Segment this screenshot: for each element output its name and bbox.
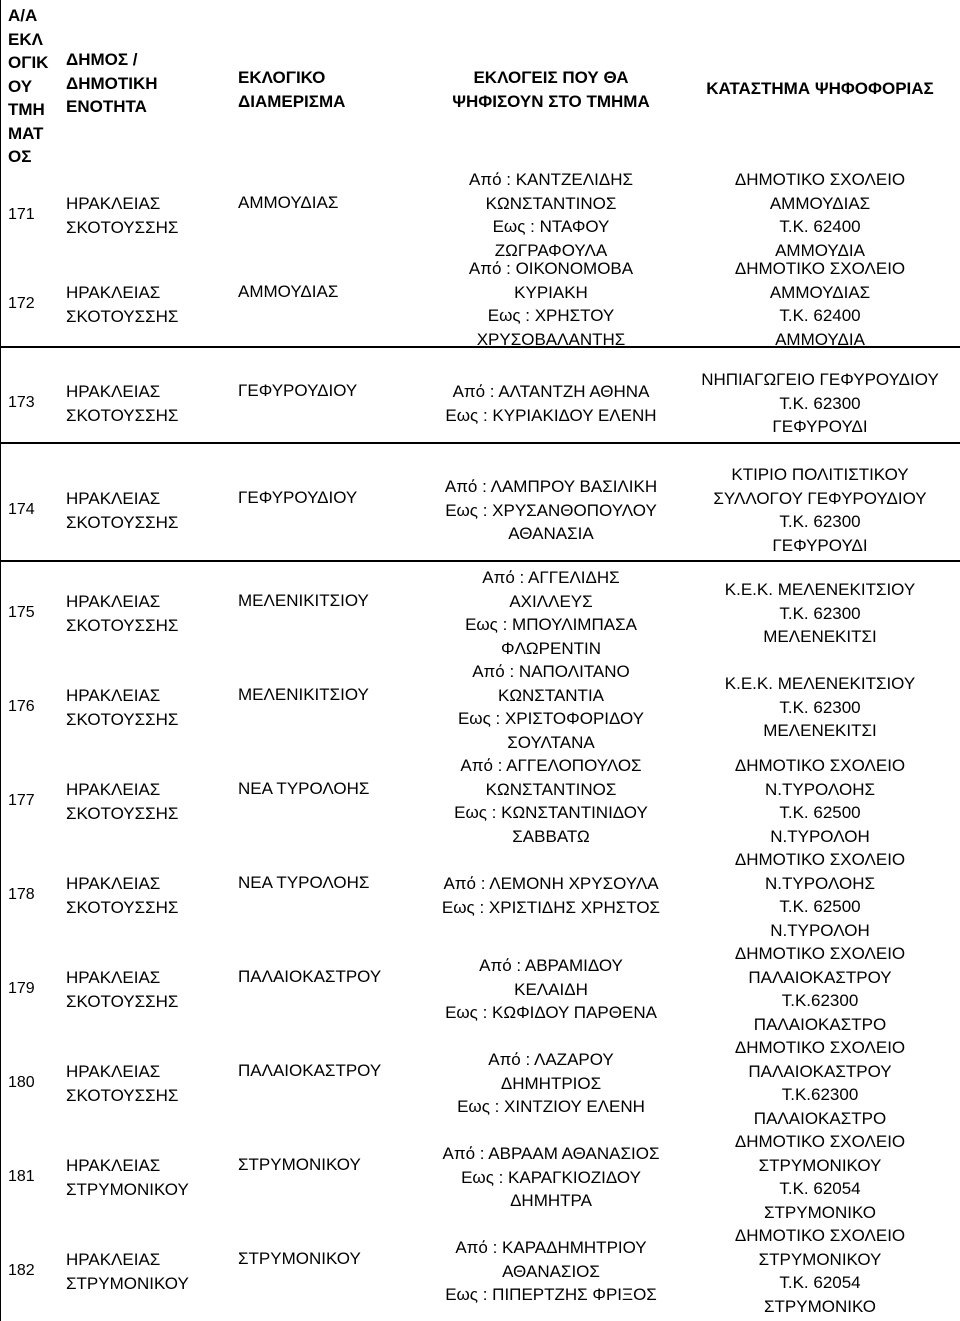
row-separator bbox=[0, 560, 960, 562]
cell-num: 179 bbox=[8, 980, 35, 997]
cell-dimos: ΗΡΑΚΛΕΙΑΣ ΣΚΟΤΟΥΣΣΗΣ bbox=[66, 283, 179, 326]
cell-diamerisma: ΜΕΛΕΝΙΚΙΤΣΙΟΥ bbox=[238, 685, 369, 704]
cell-eklogeis: Από : ΑΛΤΑΝΤΖΗ ΑΘΗΝΑ Εως : ΚΥΡΙΑΚΙΔΟΥ ΕΛΕΝΗ bbox=[445, 382, 657, 425]
cell-diamerisma: ΑΜΜΟΥΔΙΑΣ bbox=[238, 193, 339, 212]
cell-num: 177 bbox=[8, 792, 35, 809]
cell-katastima: ΔΗΜΟΤΙΚΟ ΣΧΟΛΕΙΟ ΠΑΛΑΙΟΚΑΣΤΡΟΥ Τ.Κ.62300 ΠΑΛΑΙΟΚΑΣΤΡΟ bbox=[734, 944, 906, 1034]
cell-katastima: ΔΗΜΟΤΙΚΟ ΣΧΟΛΕΙΟ ΑΜΜΟΥΔΙΑΣ Τ.Κ. 62400 ΑΜΜΟΥΔΙΑ bbox=[734, 259, 906, 349]
cell-eklogeis: Από : ΑΒΡΑΑΜ ΑΘΑΝΑΣΙΟΣ Εως : ΚΑΡΑΓΚΙΟΖΙΔΟΥ ΔΗΜΗΤΡΑ bbox=[442, 1144, 660, 1210]
cell-num: 178 bbox=[8, 886, 35, 903]
cell-dimos: ΗΡΑΚΛΕΙΑΣ ΣΚΟΤΟΥΣΣΗΣ bbox=[66, 1062, 179, 1105]
header-tmima: Α/Α ΕΚΛ ΟΓΙΚ ΟΥ ΤΜΗ ΜΑΤ ΟΣ bbox=[8, 6, 49, 166]
cell-eklogeis: Από : ΛΕΜΟΝΗ ΧΡΥΣΟΥΛΑ Εως : ΧΡΙΣΤΙΔΗΣ ΧΡΗΣΤΟΣ bbox=[441, 874, 661, 917]
cell-eklogeis: Από : ΑΓΓΕΛΙΔΗΣ ΑΧΙΛΛΕΥΣ Εως : ΜΠΟΥΛΙΜΠΑΣΑ ΦΛΩΡΕΝΤΙΝ bbox=[465, 568, 637, 658]
cell-katastima: ΔΗΜΟΤΙΚΟ ΣΧΟΛΕΙΟ Ν.ΤΥΡΟΛΟΗΣ Τ.Κ. 62500 Ν.ΤΥΡΟΛΟΗ bbox=[734, 850, 906, 940]
cell-katastima: ΔΗΜΟΤΙΚΟ ΣΧΟΛΕΙΟ ΑΜΜΟΥΔΙΑΣ Τ.Κ. 62400 ΑΜΜΟΥΔΙΑ bbox=[734, 170, 906, 260]
cell-dimos: ΗΡΑΚΛΕΙΑΣ ΣΚΟΤΟΥΣΣΗΣ bbox=[66, 382, 179, 425]
cell-diamerisma: ΠΑΛΑΙΟΚΑΣΤΡΟΥ bbox=[238, 1061, 382, 1080]
cell-num: 181 bbox=[8, 1168, 35, 1185]
cell-num: 173 bbox=[8, 394, 35, 411]
cell-diamerisma: ΜΕΛΕΝΙΚΙΤΣΙΟΥ bbox=[238, 591, 369, 610]
header-diamerisma: ΕΚΛΟΓΙΚΟ ΔΙΑΜΕΡΙΣΜΑ bbox=[238, 68, 346, 111]
cell-num: 174 bbox=[8, 501, 35, 518]
cell-katastima: ΝΗΠΙΑΓΩΓΕΙΟ ΓΕΦΥΡΟΥΔΙΟΥ Τ.Κ. 62300 ΓΕΦΥΡΟΥΔΙ bbox=[701, 370, 939, 436]
cell-num: 182 bbox=[8, 1262, 35, 1279]
cell-num: 175 bbox=[8, 604, 35, 621]
cell-dimos: ΗΡΑΚΛΕΙΑΣ ΣΚΟΤΟΥΣΣΗΣ bbox=[66, 874, 179, 917]
header-dimos: ΔΗΜΟΣ / ΔΗΜΟΤΙΚΗ ΕΝΟΤΗΤΑ bbox=[66, 50, 158, 116]
cell-dimos: ΗΡΑΚΛΕΙΑΣ ΣΚΟΤΟΥΣΣΗΣ bbox=[66, 489, 179, 532]
cell-diamerisma: ΣΤΡΥΜΟΝΙΚΟΥ bbox=[238, 1249, 361, 1268]
cell-dimos: ΗΡΑΚΛΕΙΑΣ ΣΚΟΤΟΥΣΣΗΣ bbox=[66, 592, 179, 635]
cell-diamerisma: ΠΑΛΑΙΟΚΑΣΤΡΟΥ bbox=[238, 967, 382, 986]
cell-eklogeis: Από : ΑΓΓΕΛΟΠΟΥΛΟΣ ΚΩΝΣΤΑΝΤΙΝΟΣ Εως : ΚΩΝΣΤΑΝΤΙΝΙΔΟΥ ΣΑΒΒΑΤΩ bbox=[454, 756, 648, 846]
cell-eklogeis: Από : ΛΑΖΑΡΟΥ ΔΗΜΗΤΡΙΟΣ Εως : ΧΙΝΤΖΙΟΥ ΕΛΕΝΗ bbox=[457, 1050, 645, 1116]
cell-eklogeis: Από : ΛΑΜΠΡΟΥ ΒΑΣΙΛΙΚΗ Εως : ΧΡΥΣΑΝΘΟΠΟΥΛΟΥ ΑΘΑΝΑΣΙΑ bbox=[444, 477, 658, 543]
cell-num: 172 bbox=[8, 295, 35, 312]
cell-katastima: ΔΗΜΟΤΙΚΟ ΣΧΟΛΕΙΟ Ν.ΤΥΡΟΛΟΗΣ Τ.Κ. 62500 Ν.ΤΥΡΟΛΟΗ bbox=[734, 756, 906, 846]
left-border bbox=[0, 0, 1, 1321]
cell-katastima: ΔΗΜΟΤΙΚΟ ΣΧΟΛΕΙΟ ΠΑΛΑΙΟΚΑΣΤΡΟΥ Τ.Κ.62300 ΠΑΛΑΙΟΚΑΣΤΡΟ bbox=[734, 1038, 906, 1128]
cell-diamerisma: ΓΕΦΥΡΟΥΔΙΟΥ bbox=[238, 488, 358, 507]
cell-katastima: ΚΤΙΡΙΟ ΠΟΛΙΤΙΣΤΙΚΟΥ ΣΥΛΛΟΓΟΥ ΓΕΦΥΡΟΥΔΙΟΥ Τ.Κ. 62300 ΓΕΦΥΡΟΥΔΙ bbox=[713, 465, 927, 555]
cell-dimos: ΗΡΑΚΛΕΙΑΣ ΣΚΟΤΟΥΣΣΗΣ bbox=[66, 780, 179, 823]
cell-num: 171 bbox=[8, 206, 35, 223]
header-eklogeis: ΕΚΛΟΓΕΙΣ ΠΟΥ ΘΑ ΨΗΦΙΣΟΥΝ ΣΤΟ ΤΜΗΜΑ bbox=[452, 68, 650, 111]
cell-eklogeis: Από : ΚΑΡΑΔΗΜΗΤΡΙΟΥ ΑΘΑΝΑΣΙΟΣ Εως : ΠΙΠΕΡΤΖΗΣ ΦΡΙΞΟΣ bbox=[445, 1238, 657, 1304]
header-katastima: ΚΑΤΑΣΤΗΜΑ ΨΗΦΟΦΟΡΙΑΣ bbox=[706, 79, 934, 98]
cell-num: 176 bbox=[8, 698, 35, 715]
cell-dimos: ΗΡΑΚΛΕΙΑΣ ΣΤΡΥΜΟΝΙΚΟΥ bbox=[66, 1156, 189, 1199]
cell-dimos: ΗΡΑΚΛΕΙΑΣ ΣΤΡΥΜΟΝΙΚΟΥ bbox=[66, 1250, 189, 1293]
cell-katastima: ΔΗΜΟΤΙΚΟ ΣΧΟΛΕΙΟ ΣΤΡΥΜΟΝΙΚΟΥ Τ.Κ. 62054 ΣΤΡΥΜΟΝΙΚΟ bbox=[734, 1226, 906, 1316]
cell-diamerisma: ΑΜΜΟΥΔΙΑΣ bbox=[238, 282, 339, 301]
cell-diamerisma: ΓΕΦΥΡΟΥΔΙΟΥ bbox=[238, 381, 358, 400]
cell-eklogeis: Από : ΚΑΝΤΖΕΛΙΔΗΣ ΚΩΝΣΤΑΝΤΙΝΟΣ Εως : ΝΤΑΦΟΥ ΖΩΓΡΑΦΟΥΛΑ bbox=[469, 170, 633, 260]
cell-dimos: ΗΡΑΚΛΕΙΑΣ ΣΚΟΤΟΥΣΣΗΣ bbox=[66, 968, 179, 1011]
cell-dimos: ΗΡΑΚΛΕΙΑΣ ΣΚΟΤΟΥΣΣΗΣ bbox=[66, 194, 179, 237]
cell-katastima: ΔΗΜΟΤΙΚΟ ΣΧΟΛΕΙΟ ΣΤΡΥΜΟΝΙΚΟΥ Τ.Κ. 62054 ΣΤΡΥΜΟΝΙΚΟ bbox=[734, 1132, 906, 1222]
cell-eklogeis: Από : ΑΒΡΑΜΙΔΟΥ ΚΕΛΑΙΔΗ Εως : ΚΩΦΙΔΟΥ ΠΑΡΘΕΝΑ bbox=[445, 956, 657, 1022]
cell-katastima: Κ.Ε.Κ. ΜΕΛΕΝΕΚΙΤΣΙΟΥ Τ.Κ. 62300 ΜΕΛΕΝΕΚΙΤΣΙ bbox=[724, 674, 916, 740]
cell-num: 180 bbox=[8, 1074, 35, 1091]
cell-eklogeis: Από : ΟΙΚΟΝΟΜΟΒΑ ΚΥΡΙΑΚΗ Εως : ΧΡΗΣΤΟΥ ΧΡΥΣΟΒΑΛΑΝΤΗΣ bbox=[468, 259, 634, 349]
cell-diamerisma: ΝΕΑ ΤΥΡΟΛΟΗΣ bbox=[238, 873, 370, 892]
cell-dimos: ΗΡΑΚΛΕΙΑΣ ΣΚΟΤΟΥΣΣΗΣ bbox=[66, 686, 179, 729]
cell-diamerisma: ΣΤΡΥΜΟΝΙΚΟΥ bbox=[238, 1155, 361, 1174]
cell-eklogeis: Από : ΝΑΠΟΛΙΤΑΝΟ ΚΩΝΣΤΑΝΤΙΑ Εως : ΧΡΙΣΤΟΦΟΡΙΔΟΥ ΣΟΥΛΤΑΝΑ bbox=[457, 662, 645, 752]
cell-diamerisma: ΝΕΑ ΤΥΡΟΛΟΗΣ bbox=[238, 779, 370, 798]
row-separator bbox=[0, 442, 960, 444]
cell-katastima: Κ.Ε.Κ. ΜΕΛΕΝΕΚΙΤΣΙΟΥ Τ.Κ. 62300 ΜΕΛΕΝΕΚΙΤΣΙ bbox=[724, 580, 916, 646]
